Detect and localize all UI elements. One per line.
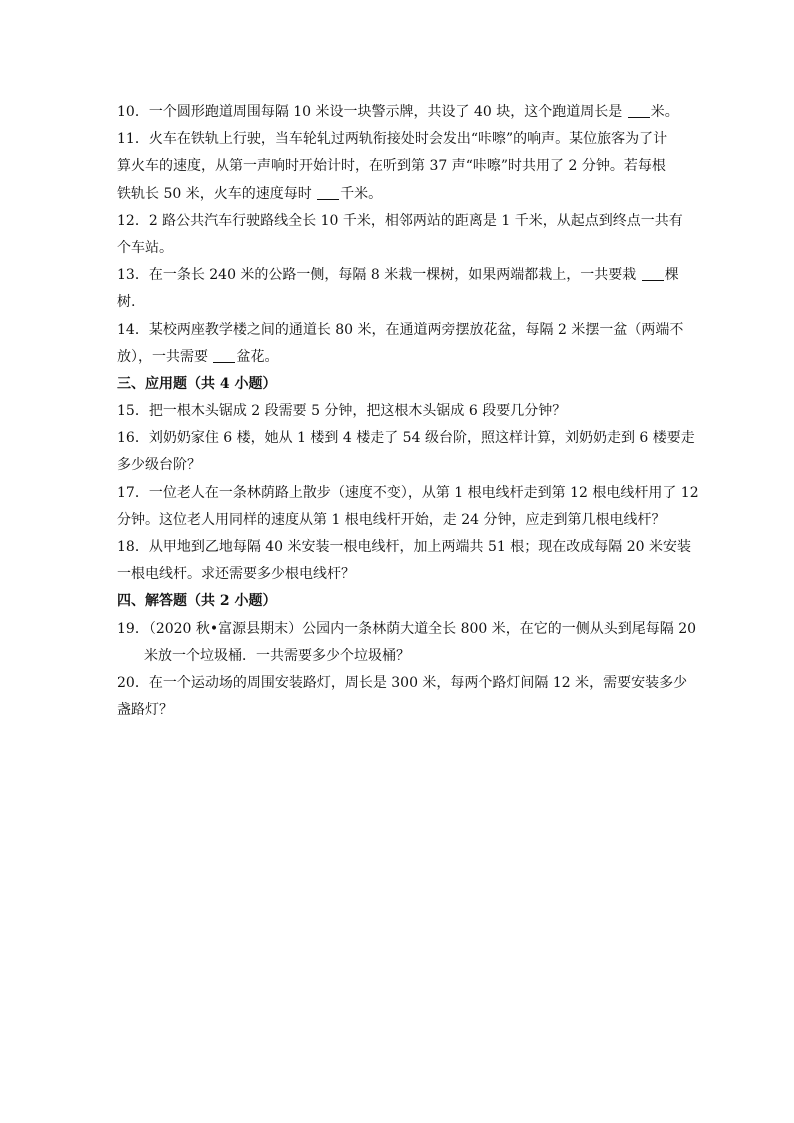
question-13-text: 13．在一条长 240 米的公路一侧，每隔 8 米栽一棵树，如果两端都栽上，一共要栽: [117, 267, 641, 284]
question-14-line-2: [117, 344, 684, 371]
question-13-line-2: 树.: [117, 294, 136, 311]
question-14-unit: 盆花。: [236, 348, 279, 365]
question-16-line-2: 多少级台阶？: [117, 457, 201, 474]
question-11-unit: 千米。: [340, 185, 383, 202]
question-14-line-1: 14．某校两座教学楼之间的通道长 80 米，在通道两旁摆放花盆，每隔 2 米摆一盆（两端不: [117, 321, 684, 338]
question-14-text: 放），一共需要: [117, 348, 213, 365]
question-16-line-1: 16．刘奶奶家住 6 楼，她从 1 楼到 4 楼走了 54 级台阶，照这样计算，刘奶奶走到 6 楼要走: [117, 430, 695, 447]
question-11-line-3: [117, 181, 684, 208]
question-11-line-2: 算火车的速度，从第一声响时开始计时，在听到第 37 声“咔嚓”时共用了 2 分钟。若每根: [117, 158, 666, 175]
question-12-line-2: 个车站。: [117, 239, 173, 256]
question-10: [117, 99, 684, 126]
question-18-line-1: 18．从甲地到乙地每隔 40 米安装一根电线杆，加上两端共 51 根；现在改成每隔 20 米安装: [117, 539, 691, 555]
question-11-text: 铁轨长 50 米，火车的速度每时: [117, 185, 317, 202]
question-18-line-2: 一根电线杆。求还需要多少根电线杆？: [117, 566, 355, 583]
question-19-line-1: 19．（2020 秋•富源县期末）公园内一条林荫大道全长 800 米，在它的一侧从头到尾每隔 20: [117, 620, 697, 637]
section-heading-4: 四、解答题（共 2 小题）: [117, 593, 277, 610]
question-13-line-1: [117, 262, 684, 289]
answer-blank[interactable]: [317, 185, 339, 200]
question-19-line-2: 米放一个垃圾桶．一共需要多少个垃圾桶？: [144, 647, 410, 664]
answer-blank[interactable]: [628, 103, 650, 118]
question-10-text: 10．一个圆形跑道周围每隔 10 米设一块警示牌，共设了 40 块，这个跑道周长是: [117, 104, 627, 120]
question-13-unit: 棵: [664, 267, 679, 284]
question-17-line-1: 17．一位老人在一条林荫路上散步（速度不变），从第 1 根电线杆走到第 12 根电线杆用了 12: [117, 484, 699, 501]
question-20-line-2: 盏路灯？: [117, 702, 173, 719]
section-heading-3: 三、应用题（共 4 小题）: [117, 375, 277, 392]
worksheet-page: [117, 99, 699, 724]
answer-blank[interactable]: [642, 266, 664, 281]
question-17-line-2: 分钟。这位老人用同样的速度从第 1 根电线杆开始，走 24 分钟，应走到第几根电线杆？: [117, 511, 666, 528]
question-11-line-1: 11．火车在铁轨上行驶，当车轮轧过两轨衔接处时会发出“咔嚓”的响声。某位旅客为了计: [117, 131, 668, 148]
question-12-line-1: 12．2 路公共汽车行驶路线全长 10 千米，相邻两站的距离是 1 千米，从起点到终点一共有: [117, 212, 683, 229]
question-15-line-1: 15．把一根木头锯成 2 段需要 5 分钟，把这根木头锯成 6 段要几分钟？: [117, 403, 567, 420]
answer-blank[interactable]: [213, 348, 235, 363]
question-20-line-1: 20．在一个运动场的周围安装路灯，周长是 300 米，每两个路灯间隔 12 米，需要安装多少: [117, 674, 688, 691]
question-10-unit: 米。: [650, 104, 679, 120]
